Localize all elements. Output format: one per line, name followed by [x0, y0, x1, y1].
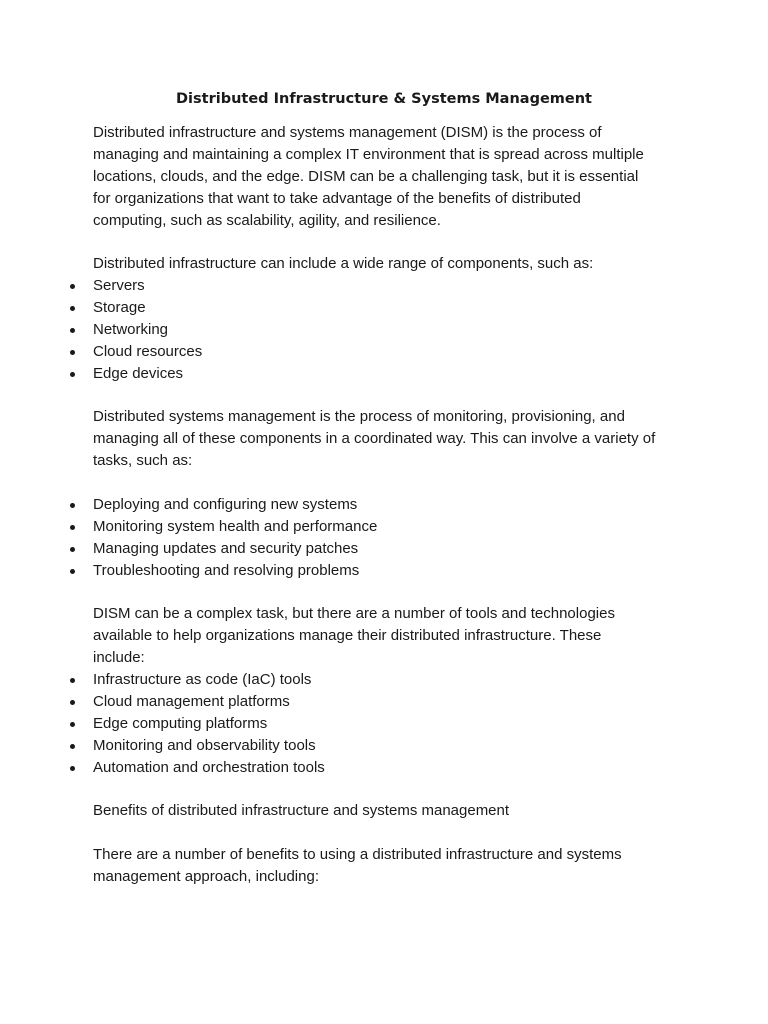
intro-line: locations, clouds, and the edge. DISM can be a challenging task, but it is essential	[93, 168, 639, 185]
list-item	[93, 757, 693, 779]
management-line: tasks, such as:	[93, 452, 193, 469]
list-item-text: Managing updates and security patches	[93, 540, 359, 557]
list-item-text: Infrastructure as code (IaC) tools	[93, 671, 312, 688]
tasks-section	[93, 494, 693, 582]
management-line: Distributed systems management is the process of monitoring, provisioning, and	[93, 408, 625, 425]
benefits-line: management approach, including:	[93, 868, 319, 885]
tools-line: DISM can be a complex task, but there are a number of tools and technologies	[93, 605, 615, 622]
list-item-text: Monitoring system health and performance	[93, 518, 378, 535]
list-item-text: Servers	[93, 277, 145, 294]
bullet-icon	[70, 744, 75, 749]
list-item	[93, 494, 693, 516]
bullet-icon	[70, 678, 75, 683]
list-item	[93, 669, 693, 691]
management-line: managing all of these components in a coordinated way. This can involve a variety of	[93, 430, 656, 447]
benefits-line: There are a number of benefits to using a distributed infrastructure and systems	[93, 846, 622, 863]
list-item-text: Edge devices	[93, 365, 184, 382]
management-paragraph	[93, 406, 693, 472]
intro-line: for organizations that want to take advantage of the benefits of distributed	[93, 190, 581, 207]
list-item	[93, 297, 693, 319]
benefits-heading	[93, 800, 693, 822]
tasks-list	[93, 494, 693, 582]
list-item-text: Automation and orchestration tools	[93, 759, 325, 776]
components-section	[93, 253, 693, 385]
bullet-icon	[70, 766, 75, 771]
intro-line: Distributed infrastructure and systems management (DISM) is the process of	[93, 124, 602, 141]
list-item	[93, 560, 693, 582]
bullet-icon	[70, 547, 75, 552]
list-item-text: Storage	[93, 299, 146, 316]
bullet-icon	[70, 328, 75, 333]
list-item	[93, 516, 693, 538]
bullet-icon	[70, 350, 75, 355]
intro-line: computing, such as scalability, agility, and resilience.	[93, 212, 441, 229]
list-item	[93, 363, 693, 385]
list-item-text: Deploying and configuring new systems	[93, 496, 358, 513]
intro-paragraph	[93, 122, 693, 232]
list-item	[93, 713, 693, 735]
bullet-icon	[70, 700, 75, 705]
list-item-text: Networking	[93, 321, 169, 338]
list-item-text: Edge computing platforms	[93, 715, 268, 732]
intro-line: managing and maintaining a complex IT environment that is spread across multiple	[93, 146, 644, 163]
list-item-text: Troubleshooting and resolving problems	[93, 562, 360, 579]
list-item	[93, 319, 693, 341]
document-title: Distributed Infrastructure & Systems Management	[176, 91, 592, 107]
list-item	[93, 275, 693, 297]
bullet-icon	[70, 306, 75, 311]
tools-line: include:	[93, 649, 145, 666]
benefits-heading-text: Benefits of distributed infrastructure and systems management	[93, 802, 510, 819]
tools-list	[93, 669, 693, 779]
list-item	[93, 538, 693, 560]
list-item	[93, 341, 693, 363]
bullet-icon	[70, 503, 75, 508]
list-item-text: Cloud resources	[93, 343, 203, 360]
bullet-icon	[70, 525, 75, 530]
benefits-paragraph	[93, 844, 693, 888]
list-item-text: Cloud management platforms	[93, 693, 290, 710]
components-list	[93, 275, 693, 385]
list-item	[93, 691, 693, 713]
tools-section	[93, 603, 693, 779]
bullet-icon	[70, 569, 75, 574]
bullet-icon	[70, 372, 75, 377]
list-item	[93, 735, 693, 757]
components-intro: Distributed infrastructure can include a wide range of components, such as:	[93, 255, 594, 272]
tools-line: available to help organizations manage their distributed infrastructure. These	[93, 627, 602, 644]
bullet-icon	[70, 722, 75, 727]
bullet-icon	[70, 284, 75, 289]
list-item-text: Monitoring and observability tools	[93, 737, 316, 754]
